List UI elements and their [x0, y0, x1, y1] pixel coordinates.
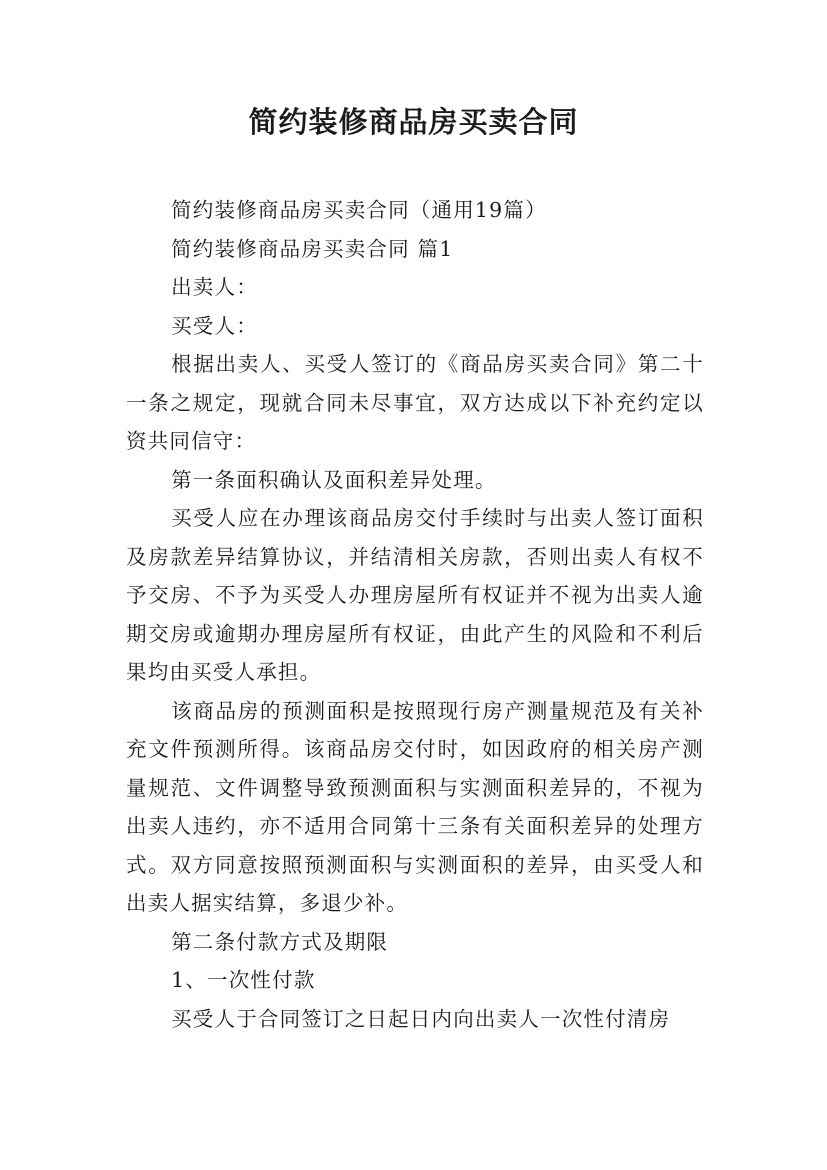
seller-field: 出卖人： — [171, 275, 258, 299]
clause-2-item-1: 1、一次性付款 — [171, 968, 316, 992]
clause-2-paragraph: 买受人于合同签订之日起日内向出卖人一次性付清房 — [171, 1006, 671, 1031]
clause-1-paragraph-2: 该商品房的预测面积是按照现行房产测量规范及有关补充文件预测所得。该商品房交付时，如因政府的相关房产测量规范、文件调整导致预测面积与实测面积差异的，不视为出卖人违约，亦不适用合同第十三条有关面积差异的处理方式。双方同意按照预测面积与实测面积的差异，由买受人和出卖人据实结算，多退少补。 — [126, 698, 704, 915]
clause-2-heading: 第二条付款方式及期限 — [171, 929, 389, 954]
clause-1-paragraph-1: 买受人应在办理该商品房交付手续时与出卖人签订面积及房款差异结算协议，并结清相关房款，否则出卖人有权不予交房、不予为买受人办理房屋所有权证并不视为出卖人逾期交房或逾期办理房屋所有权证，由此产生的风险和不利后果均由买受人承担。 — [126, 506, 704, 684]
buyer-field: 买受人： — [171, 313, 258, 338]
heading-collection: 简约装修商品房买卖合同（通用19篇） — [171, 198, 547, 222]
document-title: 简约装修商品房买卖合同 — [248, 105, 579, 139]
preamble-paragraph: 根据出卖人、买受人签订的《商品房买卖合同》第二十一条之规定，现就合同未尽事宜，双方达成以下补充约定以资共同信守： — [126, 352, 704, 453]
heading-article-1: 简约装修商品房买卖合同 篇1 — [171, 236, 454, 261]
clause-1-heading: 第一条面积确认及面积差异处理。 — [171, 467, 497, 492]
document-body — [126, 191, 704, 1038]
